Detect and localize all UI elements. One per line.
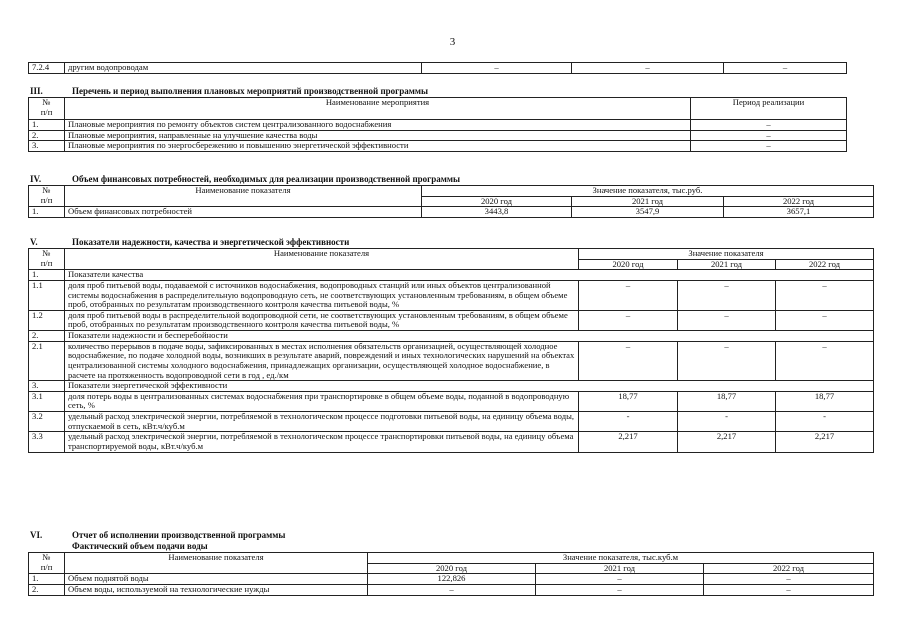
row-name: другим водопроводам bbox=[65, 63, 422, 74]
value-cell: 18,77 bbox=[678, 391, 776, 411]
group-row bbox=[29, 270, 874, 281]
row-name: Плановые мероприятия по энергосбережению и повышению энергетической эффективности bbox=[65, 141, 691, 152]
section-number: VI. bbox=[30, 530, 43, 540]
value-cell: 18,77 bbox=[776, 391, 874, 411]
table-row bbox=[29, 141, 847, 152]
group-row bbox=[29, 331, 874, 342]
table-row bbox=[29, 432, 874, 452]
value-cell: – bbox=[579, 341, 678, 381]
table-row bbox=[29, 584, 874, 595]
table-header-row bbox=[29, 98, 847, 120]
value-cell: – bbox=[572, 63, 724, 74]
value-cell: 18,77 bbox=[579, 391, 678, 411]
table-row bbox=[29, 130, 847, 141]
group-name: Показатели надежности и бесперебойности bbox=[65, 331, 874, 342]
table-header-row bbox=[29, 249, 874, 260]
row-name: удельный расход электрической энергии, потребляемой в технологическом процессе подготовки питьевой воды, на единицу объема воды, отпускаемой в сеть, кВт.ч/куб.м bbox=[65, 412, 579, 432]
value-cell: 3443,8 bbox=[422, 207, 572, 218]
continuation-table bbox=[28, 62, 847, 74]
table-row bbox=[29, 391, 874, 411]
value-cell: - bbox=[678, 412, 776, 432]
row-number: 3. bbox=[29, 141, 65, 152]
value-cell: – bbox=[776, 280, 874, 310]
row-name: доля проб питьевой воды, подаваемой с источников водоснабжения, водопроводных станций или иных объектов централизованной системы водоснабжения в распределительную водопроводную сеть, не соответствующих установленным требованиям, в общем объеме проб, отобранных по результатам производственного контроля качества питьевой воды, % bbox=[65, 280, 579, 310]
section-subtitle: Фактический объем подачи воды bbox=[72, 541, 208, 551]
section-number: III. bbox=[30, 86, 43, 96]
table-row bbox=[29, 412, 874, 432]
value-cell: – bbox=[776, 341, 874, 381]
section-heading-iii bbox=[30, 86, 428, 96]
header-year: 2022 год bbox=[704, 563, 874, 574]
section-heading-iv bbox=[30, 174, 460, 184]
header-year: 2020 год bbox=[422, 196, 572, 207]
row-number: 7.2.4 bbox=[29, 63, 65, 74]
indicators-body bbox=[29, 270, 874, 452]
row-period: – bbox=[691, 120, 847, 131]
table-row bbox=[29, 63, 847, 74]
row-name: Плановые мероприятия по ремонту объектов систем централизованного водоснабжения bbox=[65, 120, 691, 131]
row-number: 2. bbox=[29, 331, 65, 342]
row-number: 2. bbox=[29, 130, 65, 141]
financial-needs-table bbox=[28, 185, 874, 218]
row-number: 3.1 bbox=[29, 391, 65, 411]
row-name: доля потерь воды в централизованных системах водоснабжения при транспортировке в общем объеме воды, поданной в водопроводную сеть, % bbox=[65, 391, 579, 411]
header-name: Наименование показателя bbox=[65, 186, 422, 207]
value-cell: 3547,9 bbox=[572, 207, 724, 218]
header-year: 2020 год bbox=[368, 563, 536, 574]
header-year: 2022 год bbox=[776, 259, 874, 270]
value-cell: – bbox=[368, 584, 536, 595]
header-name: Наименование мероприятия bbox=[65, 98, 691, 120]
value-cell: – bbox=[536, 574, 704, 585]
section-heading-vi bbox=[30, 530, 285, 540]
page-number: 3 bbox=[449, 36, 456, 48]
header-value: Значение показателя, тыс.куб.м bbox=[368, 553, 874, 564]
group-name: Показатели энергетической эффективности bbox=[65, 381, 874, 392]
table-row bbox=[29, 341, 874, 381]
value-cell: 2,217 bbox=[579, 432, 678, 452]
value-cell: - bbox=[579, 412, 678, 432]
row-name: Объем поднятой воды bbox=[65, 574, 368, 585]
header-name: Наименование показателя bbox=[65, 553, 368, 574]
planned-measures-table bbox=[28, 97, 847, 152]
table-row bbox=[29, 280, 874, 310]
row-number: 3.2 bbox=[29, 412, 65, 432]
header-num: № п/п bbox=[29, 98, 65, 120]
row-number: 1. bbox=[29, 207, 65, 218]
row-name: количество перерывов в подаче воды, зафиксированных в местах исполнения обязательств организацией, осуществляющей холодное водоснабжение, по подаче холодной воды, возникших в результате аварий, повреждений и иных технологических нарушений на объектах централизованной системы холодного водоснабжения, принадлежащих организации, осуществляющей холодное водоснабжение, в расчете на протяженность водопроводной сети в год , ед./км bbox=[65, 341, 579, 381]
row-name: Объем финансовых потребностей bbox=[65, 207, 422, 218]
header-year: 2022 год bbox=[724, 196, 874, 207]
row-number: 1. bbox=[29, 574, 65, 585]
row-number: 1. bbox=[29, 120, 65, 131]
value-cell: - bbox=[776, 412, 874, 432]
row-name: удельный расход электрической энергии, потребляемой в технологическом процессе транспортировки питьевой воды, на единицу объема транспортируемой воды, кВт.ч/куб.м bbox=[65, 432, 579, 452]
header-year: 2021 год bbox=[572, 196, 724, 207]
table-header-row bbox=[29, 553, 874, 564]
table-row bbox=[29, 574, 874, 585]
header-value: Значение показателя bbox=[579, 249, 874, 260]
header-year: 2021 год bbox=[536, 563, 704, 574]
value-cell: 2,217 bbox=[678, 432, 776, 452]
group-name: Показатели качества bbox=[65, 270, 874, 281]
section-title: Отчет об исполнении производственной программы bbox=[72, 530, 286, 540]
row-number: 3. bbox=[29, 381, 65, 392]
value-cell: – bbox=[724, 63, 847, 74]
table-row bbox=[29, 310, 874, 330]
row-number: 1.2 bbox=[29, 310, 65, 330]
row-number: 2.1 bbox=[29, 341, 65, 381]
value-cell: – bbox=[678, 280, 776, 310]
row-period: – bbox=[691, 130, 847, 141]
table-row bbox=[29, 207, 874, 218]
value-cell: – bbox=[776, 310, 874, 330]
header-year: 2020 год bbox=[579, 259, 678, 270]
value-cell: 3657,1 bbox=[724, 207, 874, 218]
value-cell: 122,826 bbox=[368, 574, 536, 585]
section-title: Показатели надежности, качества и энергетической эффективности bbox=[72, 237, 350, 247]
value-cell: – bbox=[704, 584, 874, 595]
value-cell: – bbox=[704, 574, 874, 585]
row-number: 1.1 bbox=[29, 280, 65, 310]
section-number: IV. bbox=[30, 174, 42, 184]
header-name: Наименование показателя bbox=[65, 249, 579, 270]
value-cell: – bbox=[579, 310, 678, 330]
header-year: 2021 год bbox=[678, 259, 776, 270]
row-name: доля проб питьевой воды в распределительной водопроводной сети, не соответствующих установленным требованиям, в общем объеме проб, отобранных по результатам производственного контроля качества питьевой воды, % bbox=[65, 310, 579, 330]
header-period: Период реализации bbox=[691, 98, 847, 120]
water-supply-table bbox=[28, 552, 874, 596]
table-header-row bbox=[29, 186, 874, 197]
section-title: Объем финансовых потребностей, необходимых для реализации производственной программы bbox=[72, 174, 461, 184]
row-number: 2. bbox=[29, 584, 65, 595]
header-num: № п/п bbox=[29, 249, 65, 270]
group-row bbox=[29, 381, 874, 392]
value-cell: – bbox=[579, 280, 678, 310]
section-title: Перечень и период выполнения плановых мероприятий производственной программы bbox=[72, 86, 429, 96]
value-cell: 2,217 bbox=[776, 432, 874, 452]
indicators-table bbox=[28, 248, 874, 453]
row-name: Плановые мероприятия, направленные на улучшение качества воды bbox=[65, 130, 691, 141]
value-cell: – bbox=[536, 584, 704, 595]
row-period: – bbox=[691, 141, 847, 152]
section-heading-v bbox=[30, 237, 349, 247]
row-number: 3.3 bbox=[29, 432, 65, 452]
value-cell: – bbox=[678, 310, 776, 330]
row-number: 1. bbox=[29, 270, 65, 281]
value-cell: – bbox=[678, 341, 776, 381]
table-row bbox=[29, 120, 847, 131]
header-num: № п/п bbox=[29, 553, 65, 574]
row-name: Объем воды, используемой на технологические нужды bbox=[65, 584, 368, 595]
header-num: № п/п bbox=[29, 186, 65, 207]
section-number: V. bbox=[30, 237, 38, 247]
header-value: Значение показателя, тыс.руб. bbox=[422, 186, 874, 197]
value-cell: – bbox=[422, 63, 572, 74]
